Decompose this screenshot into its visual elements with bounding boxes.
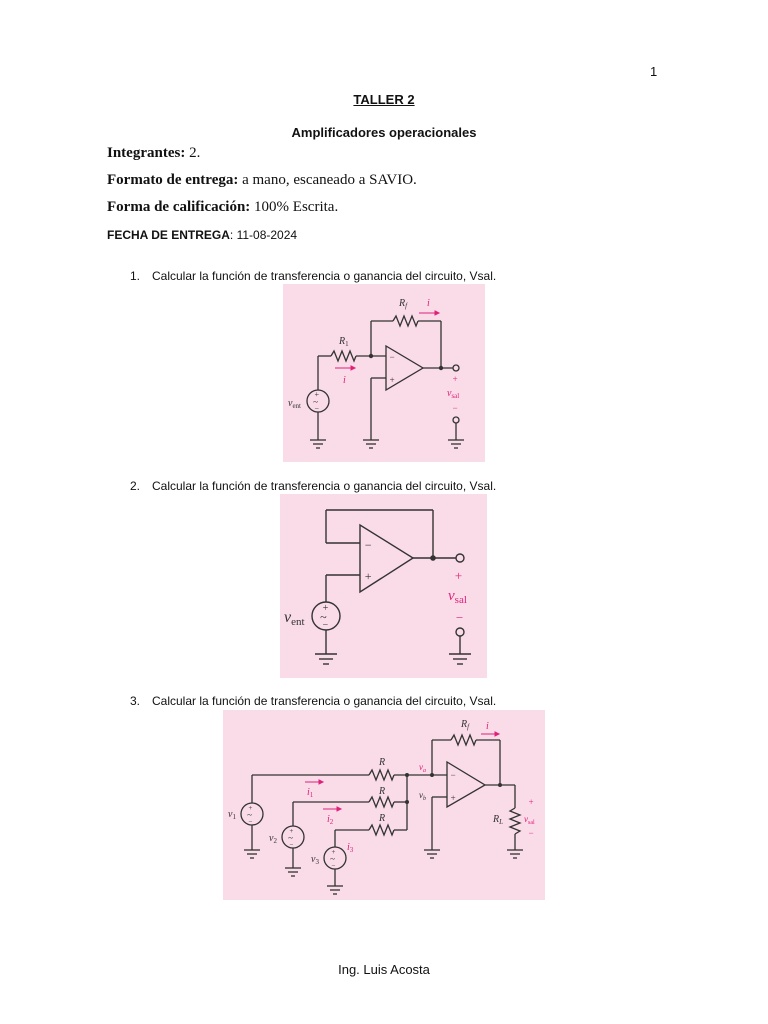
svg-text:Rf: $R_f$ <box>461 719 470 731</box>
svg-text:+: + <box>322 603 329 614</box>
field-calificacion <box>107 199 338 216</box>
svg-text:~: ~ <box>313 397 318 407</box>
svg-text:i: i <box>486 721 489 732</box>
field-integrantes <box>107 145 200 162</box>
field-label: Forma de calificación: <box>107 199 251 215</box>
due-date-value: : 11-08-2024 <box>229 228 298 242</box>
svg-text:−: − <box>331 862 336 870</box>
question-text: Calcular la función de transferencia o ganancia del circuito, Vsal. <box>152 479 497 493</box>
svg-text:i3: $i_3$ <box>347 842 354 854</box>
svg-text:+: + <box>528 797 535 807</box>
question-1 <box>130 269 496 283</box>
svg-text:R1: $R_1$ <box>339 336 349 348</box>
document-title: TALLER 2 <box>353 92 415 107</box>
page-number: 1 <box>650 64 658 79</box>
svg-text:~: ~ <box>330 854 335 864</box>
question-text: Calcular la función de transferencia o ganancia del circuito, Vsal. <box>152 269 497 283</box>
circuit-figure-3 <box>223 710 545 900</box>
svg-text:−: − <box>322 620 329 631</box>
svg-text:vent: vent <box>284 609 305 628</box>
svg-text:−: − <box>248 818 253 826</box>
svg-text:−: − <box>389 352 396 362</box>
question-number: 1. <box>130 269 141 283</box>
svg-text:+: + <box>314 390 320 399</box>
svg-text:−: − <box>452 403 459 413</box>
svg-text:+: + <box>364 569 373 583</box>
svg-text:~: ~ <box>288 833 293 843</box>
svg-text:+: + <box>452 374 459 384</box>
question-text: Calcular la función de transferencia o ganancia del circuito, Vsal. <box>152 694 497 708</box>
svg-text:~: ~ <box>247 810 252 820</box>
svg-text:vsal: $v_{sal}$ <box>448 588 467 606</box>
circuit-figure-2 <box>280 494 487 678</box>
svg-text:+: + <box>331 848 336 856</box>
field-value: 2. <box>185 145 201 161</box>
due-date <box>107 228 297 242</box>
svg-text:−: − <box>364 538 373 552</box>
document-subtitle: Amplificadores operacionales <box>291 125 477 140</box>
field-formato <box>107 172 417 189</box>
field-label: Formato de entrega: <box>107 172 239 188</box>
svg-text:−: − <box>528 828 535 838</box>
svg-text:i2: $i_2$ <box>327 814 334 826</box>
field-label: Integrantes: <box>107 145 186 161</box>
svg-text:R: R <box>379 757 386 768</box>
svg-text:v2: $v_2$ <box>269 833 277 845</box>
question-number: 2. <box>130 479 141 493</box>
svg-text:v3: $v_3$ <box>311 854 319 866</box>
svg-text:v1: $v_1$ <box>228 809 236 821</box>
field-value: a mano, escaneado a SAVIO. <box>238 172 417 188</box>
svg-text:i: i <box>343 375 346 386</box>
svg-text:vb: $v_b$ <box>419 790 426 802</box>
svg-text:R: R <box>379 786 386 797</box>
field-value: 100% Escrita. <box>250 199 339 215</box>
circuit-figure-1 <box>283 284 485 462</box>
svg-text:vsal: $v_{sal}$ <box>447 388 460 400</box>
svg-text:i: i <box>427 298 430 309</box>
question-2 <box>130 479 496 493</box>
svg-text:va: $v_a$ <box>419 762 426 774</box>
due-date-label: FECHA DE ENTREGA <box>107 228 230 242</box>
svg-text:+: + <box>454 568 463 583</box>
footer-author: Ing. Luis Acosta <box>338 962 430 977</box>
svg-text:+: + <box>289 827 294 835</box>
svg-text:~: ~ <box>320 610 327 624</box>
question-3 <box>130 694 496 708</box>
question-number: 3. <box>130 694 141 708</box>
svg-text:RL: $R_L$ <box>493 814 504 826</box>
svg-text:vent: $v_{ent}$ <box>288 398 302 410</box>
svg-text:R: R <box>379 813 386 824</box>
svg-text:+: + <box>248 804 253 812</box>
svg-text:−: − <box>289 841 294 849</box>
svg-text:vsal: $v_{sal}$ <box>524 814 535 826</box>
svg-text:+: + <box>450 793 457 803</box>
svg-text:i1: $i_1$ <box>307 787 314 799</box>
svg-text:−: − <box>450 770 457 780</box>
svg-text:−: − <box>455 610 464 625</box>
svg-text:+: + <box>389 375 396 385</box>
svg-text:−: − <box>314 404 320 413</box>
svg-text:Rf: $R_f$ <box>399 298 408 310</box>
